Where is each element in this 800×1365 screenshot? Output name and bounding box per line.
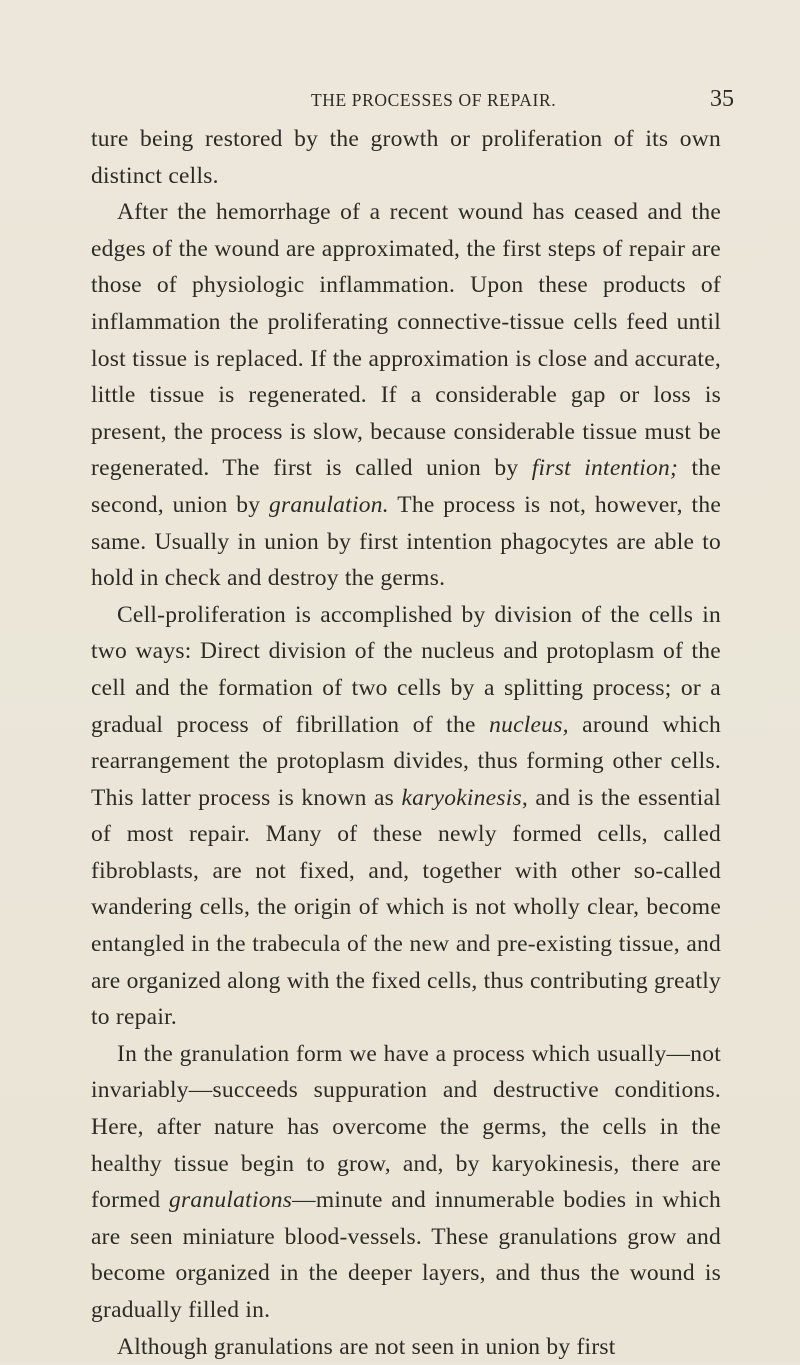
text-run: Cell-proliferation is accomplished by division of the cells in two ways: Direct division of the nucleus and protoplasm of the cell and the formation of two cells by a splitting process; or a gradual process of fibrillation of the — [91, 601, 721, 738]
page-header — [0, 88, 800, 118]
running-head: THE PROCESSES OF REPAIR. — [311, 90, 557, 110]
text-run: and is the essential of most repair. Many of these newly formed cells, called fibroblasts, are not fixed, and, together with other so-called wandering cells, the origin of which is not wholly clear, become entangled in the trabecula of the new and pre-existing tissue, and are organized along with the fixed cells, thus contributing greatly to repair. — [91, 784, 721, 1031]
text-run: around which rearrangement the protoplasm divides, thus forming other cells. This latter process is known as — [91, 711, 722, 811]
italic-term: nucleus, — [489, 711, 569, 738]
italic-term: granulation. — [269, 491, 389, 518]
body-text — [91, 121, 721, 1365]
text-run: —minute and innumerable bodies in which are seen miniature blood-vessels. These granulations grow and become organized in the deeper layers, and thus the wound is gradually filled in. — [91, 1187, 721, 1323]
paragraph — [91, 121, 721, 194]
paragraph — [91, 1329, 721, 1365]
text-run: Although granulations are not seen in union by first — [117, 1333, 616, 1360]
text-run: After the hemorrhage of a recent wound has ceased and the edges of the wound are approximated, the first steps of repair are those of physiologic inflammation. Upon these products of inflammation the proliferating connective-tissue cells feed until lost tissue is replaced. If the approximation is close and accurate, little tissue is regenerated. If a considerable gap or loss is present, the process is slow, because considerable tissue must be regenerated. The first is called union by — [91, 199, 721, 482]
paragraph — [91, 194, 721, 597]
text-run: In the granulation form we have a process which usually—not invariably—succeeds suppuration and destructive conditions. Here, after nature has overcome the germs, the cells in the healthy tissue begin to grow, and, by karyokinesis, there are formed — [91, 1040, 721, 1214]
text-run: ture being restored by the growth or proliferation of its own distinct cells. — [91, 126, 721, 189]
italic-term: karyokinesis, — [401, 784, 529, 811]
paragraph — [91, 597, 721, 1036]
page-number: 35 — [710, 86, 734, 112]
italic-term: first intention; — [531, 455, 679, 482]
paragraph — [91, 1036, 721, 1329]
italic-term: granulations — [169, 1187, 293, 1214]
text-run: the second, union by — [91, 455, 721, 518]
text-run: The process is not, however, the same. Usually in union by first intention phagocytes are able to hold in check and destroy the germs. — [91, 491, 721, 592]
